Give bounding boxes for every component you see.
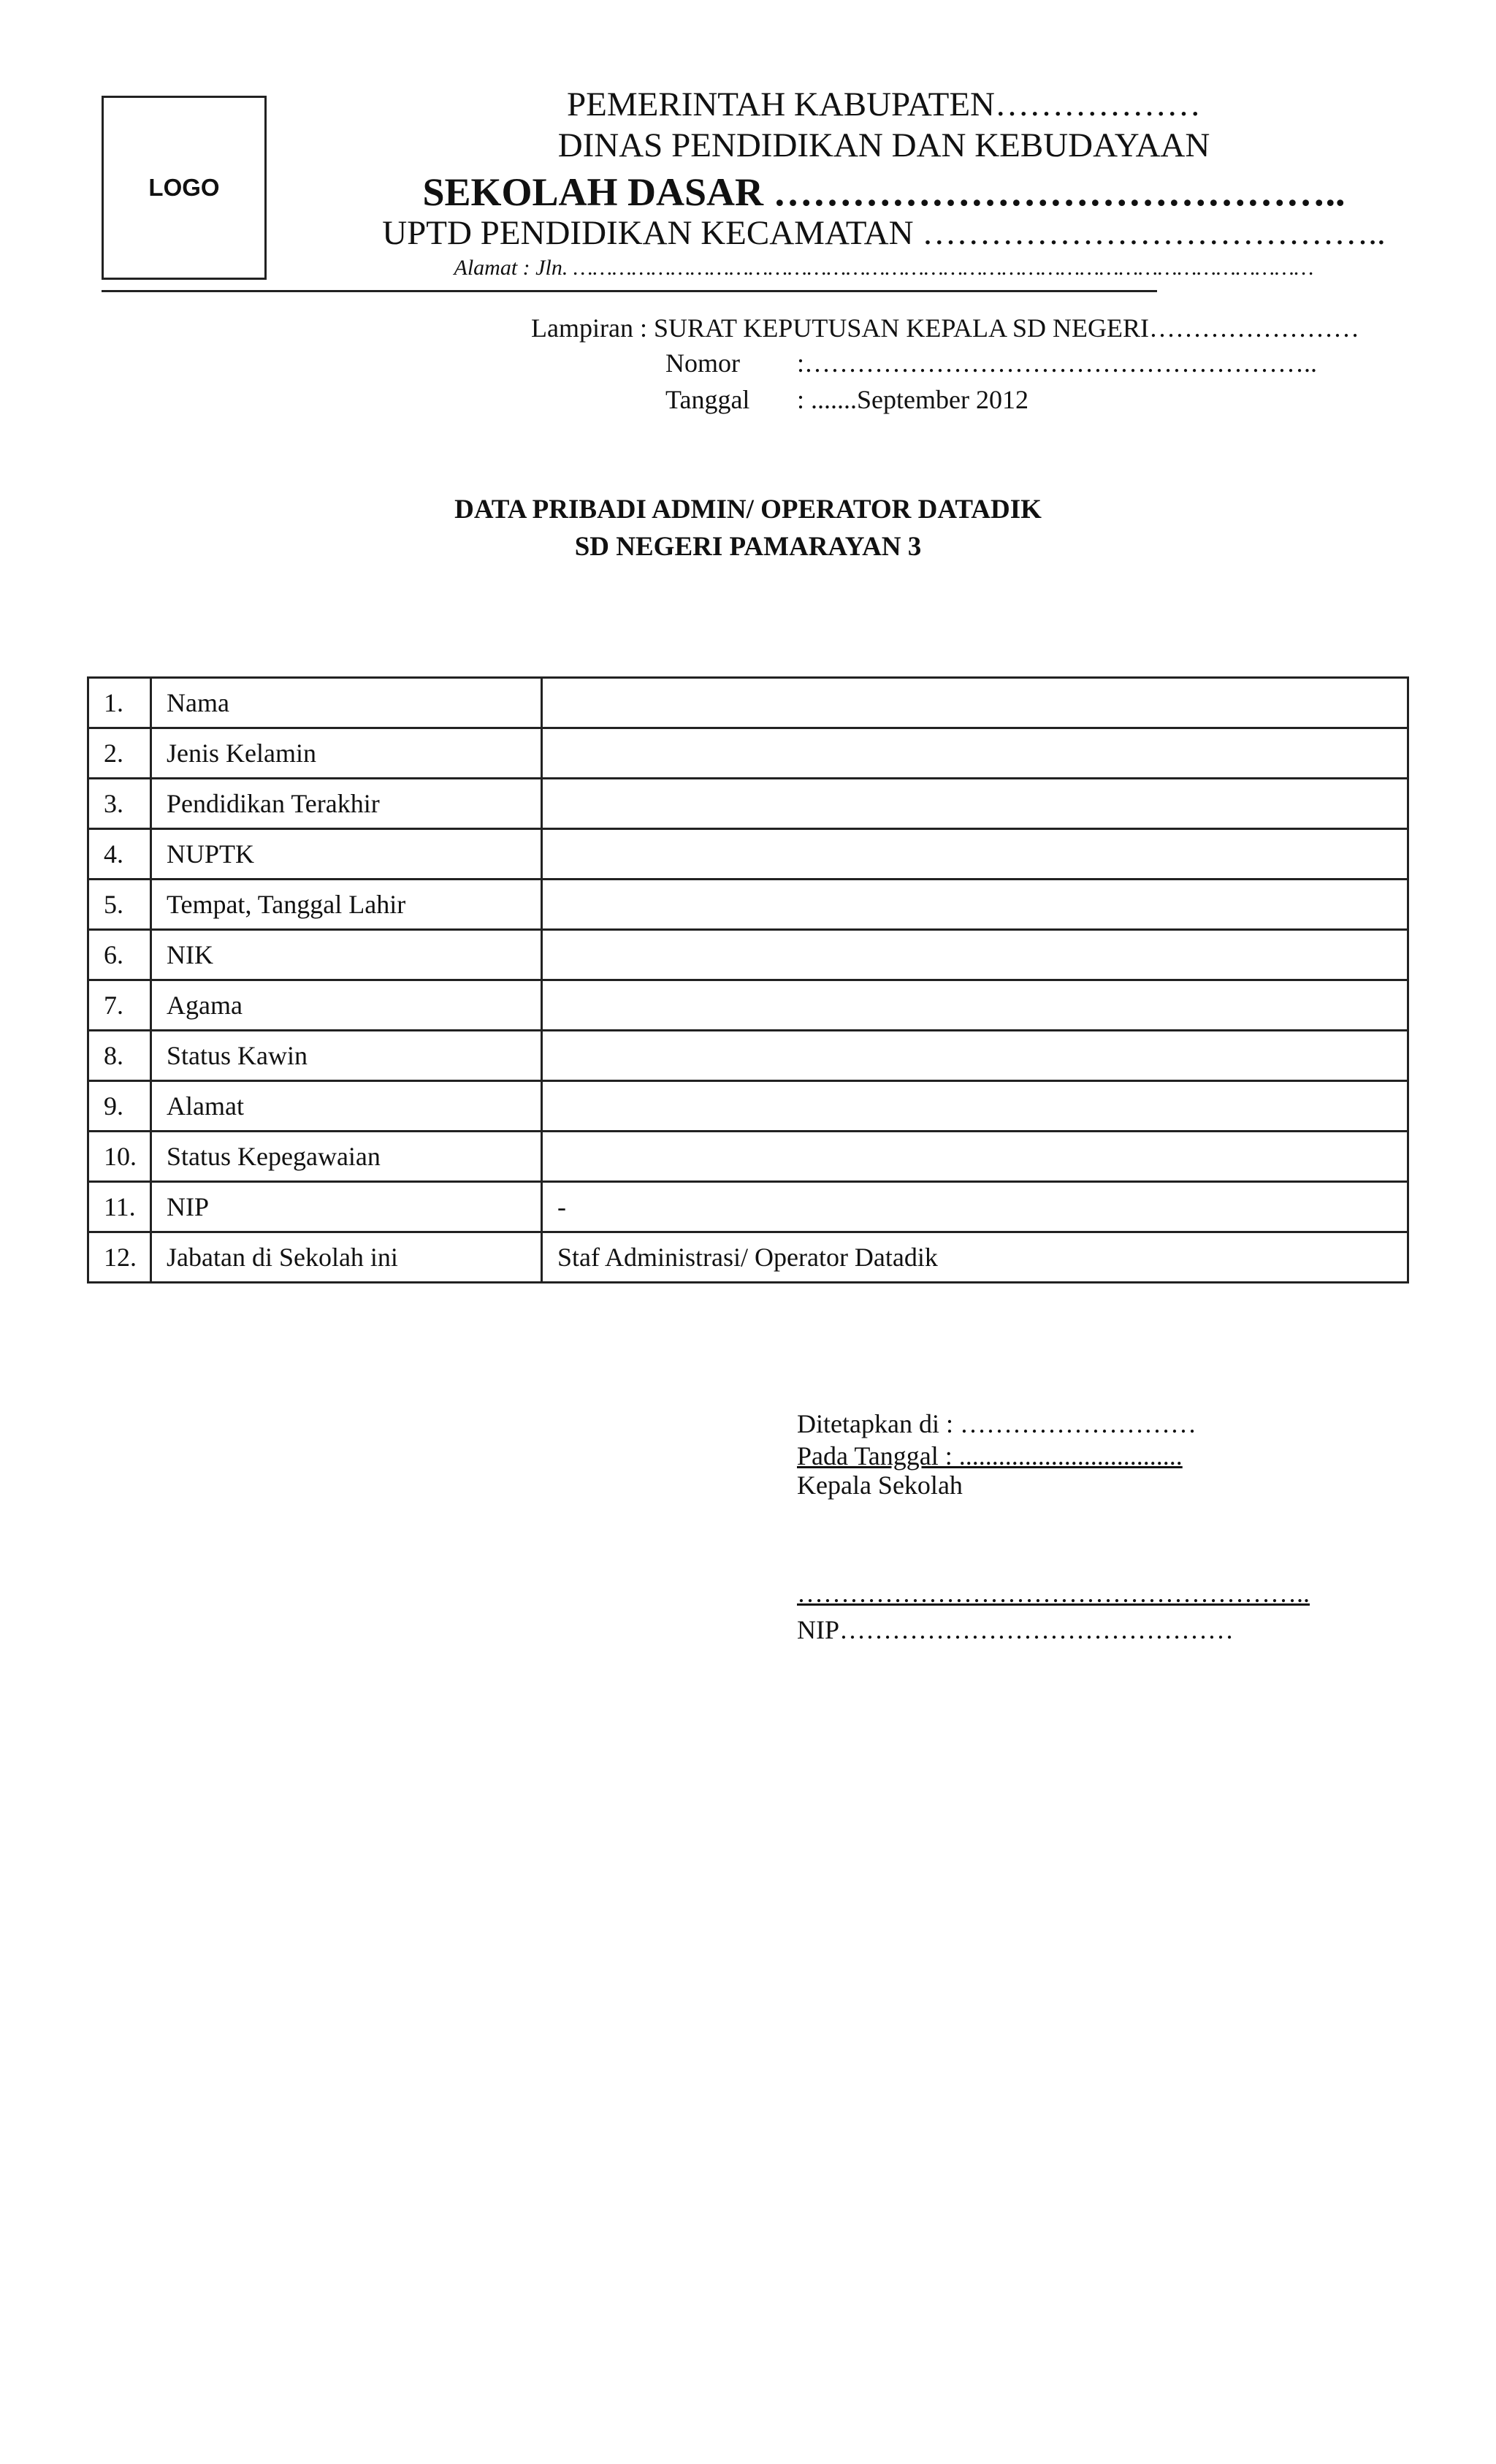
row-number: 8.: [88, 1031, 151, 1081]
row-number: 5.: [88, 880, 151, 930]
row-value: [542, 880, 1408, 930]
tanggal-value: : .......September 2012: [797, 385, 1028, 414]
table-row: [88, 1081, 1408, 1132]
row-value: [542, 1132, 1408, 1182]
table-row: [88, 1132, 1408, 1182]
row-label: Status Kawin: [151, 1031, 542, 1081]
row-label: Jabatan di Sekolah ini: [151, 1232, 542, 1283]
table-row: [88, 880, 1408, 930]
ditetapkan-di: Ditetapkan di : ………………………: [797, 1409, 1197, 1438]
table-row: [88, 728, 1408, 779]
table-row: [88, 930, 1408, 980]
pada-tanggal: Pada Tanggal : ..................................: [797, 1441, 1183, 1471]
nomor-value: :…………………………………………………..: [797, 348, 1318, 378]
table-row: [88, 1232, 1408, 1283]
row-value: [542, 829, 1408, 880]
row-label: Alamat: [151, 1081, 542, 1132]
attachment-reference: Lampiran : SURAT KEPUTUSAN KEPALA SD NEGERI……………………: [531, 313, 1360, 343]
document-title: DATA PRIBADI ADMIN/ OPERATOR DATADIK: [454, 495, 1042, 525]
row-number: 9.: [88, 1081, 151, 1132]
row-value: -: [542, 1182, 1408, 1232]
row-label: NIP: [151, 1182, 542, 1232]
table-row: [88, 1182, 1408, 1232]
signer-title: Kepala Sekolah: [797, 1471, 963, 1500]
row-label: NIK: [151, 930, 542, 980]
row-label: Agama: [151, 980, 542, 1031]
row-label: Status Kepegawaian: [151, 1132, 542, 1182]
tanggal-label: Tanggal: [665, 385, 750, 414]
letterhead-address: Alamat : Jln. ……………………………………………………………………………………………………: [454, 256, 1314, 280]
row-number: 11.: [88, 1182, 151, 1232]
letterhead-uptd: UPTD PENDIDIKAN KECAMATAN …………………………………..: [382, 214, 1386, 252]
row-number: 2.: [88, 728, 151, 779]
letterhead-government: PEMERINTAH KABUPATEN………………: [567, 85, 1201, 123]
letterhead-school: SEKOLAH DASAR ……………………………………..: [422, 170, 1346, 214]
row-value: Staf Administrasi/ Operator Datadik: [542, 1232, 1408, 1283]
row-number: 4.: [88, 829, 151, 880]
row-label: NUPTK: [151, 829, 542, 880]
row-value: [542, 678, 1408, 728]
signer-nip: NIP………………………………………: [797, 1615, 1234, 1644]
letterhead-department: DINAS PENDIDIKAN DAN KEBUDAYAAN: [557, 126, 1210, 164]
row-label: Nama: [151, 678, 542, 728]
row-value: [542, 779, 1408, 829]
table-row: [88, 779, 1408, 829]
row-value: [542, 980, 1408, 1031]
row-value: [542, 1031, 1408, 1081]
signer-name-line: …………………………………………………..: [797, 1579, 1310, 1608]
table-row: [88, 678, 1408, 728]
row-label: Tempat, Tanggal Lahir: [151, 880, 542, 930]
table-row: [88, 829, 1408, 880]
letterhead-divider: [102, 290, 1157, 292]
row-value: [542, 1081, 1408, 1132]
row-number: 3.: [88, 779, 151, 829]
personal-data-table: [87, 676, 1409, 1284]
row-number: 7.: [88, 980, 151, 1031]
row-number: 12.: [88, 1232, 151, 1283]
document-subtitle: SD NEGERI PAMARAYAN 3: [574, 532, 922, 562]
row-number: 6.: [88, 930, 151, 980]
row-value: [542, 930, 1408, 980]
logo-placeholder: [102, 96, 267, 280]
row-number: 10.: [88, 1132, 151, 1182]
row-number: 1.: [88, 678, 151, 728]
row-value: [542, 728, 1408, 779]
row-label: Jenis Kelamin: [151, 728, 542, 779]
logo-text: LOGO: [148, 174, 220, 201]
nomor-label: Nomor: [665, 348, 740, 378]
table-row: [88, 1031, 1408, 1081]
row-label: Pendidikan Terakhir: [151, 779, 542, 829]
table-row: [88, 980, 1408, 1031]
